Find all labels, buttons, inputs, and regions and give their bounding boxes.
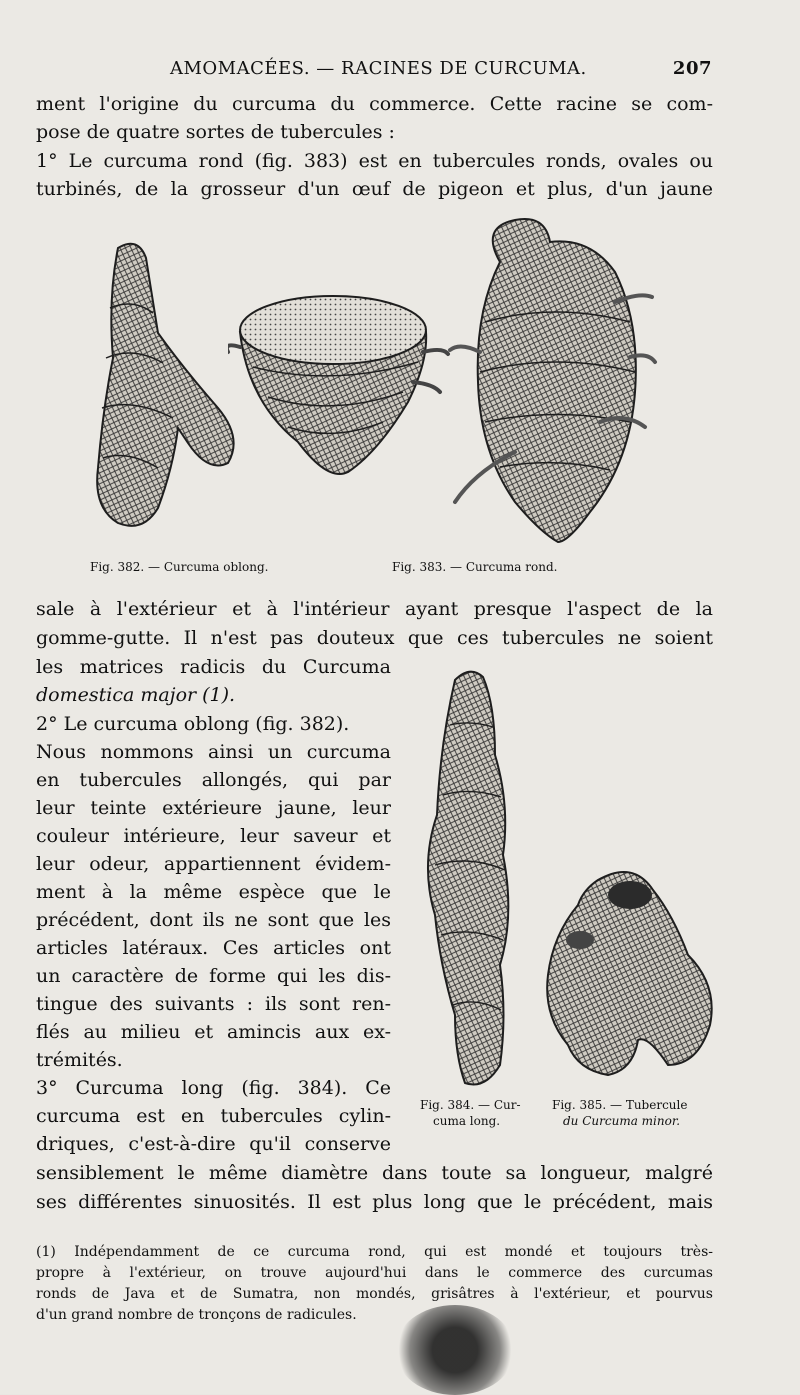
caption-fig-384-line2: cuma long. <box>433 1114 501 1128</box>
caption-fig-385-line2: du Curcuma minor. <box>563 1114 681 1128</box>
footnote-line: propre à l'extérieur, on trouve aujourd'hui dans le commerce des curcumas <box>36 1265 713 1281</box>
figure-383-curcuma-rond-whole <box>440 212 665 552</box>
text-line: couleur intérieure, leur saveur et <box>36 825 391 847</box>
page-number: 207 <box>672 58 712 79</box>
caption-fig-384-line1: Fig. 384. — Cur- <box>420 1098 521 1112</box>
text-line: turbinés, de la grosseur d'un œuf de pigeon et plus, d'un jaune <box>36 178 713 200</box>
figure-383-curcuma-rond-cut <box>228 292 458 487</box>
text-line: sale à l'extérieur et à l'intérieur ayant presque l'aspect de la <box>36 598 713 620</box>
caption-fig-382: Fig. 382. — Curcuma oblong. <box>90 560 269 574</box>
figure-384-curcuma-long <box>415 665 525 1090</box>
text-line: gomme-gutte. Il n'est pas douteux que ces tubercules ne soient <box>36 627 713 649</box>
text-line: curcuma est en tubercules cylin- <box>36 1105 391 1127</box>
figure-385-curcuma-minor <box>538 865 718 1085</box>
caption-fig-383: Fig. 383. — Curcuma rond. <box>392 560 558 574</box>
figure-382-curcuma-oblong <box>88 238 248 533</box>
text-line: 3° Curcuma long (fig. 384). Ce <box>36 1077 391 1099</box>
text-line: ment à la même espèce que le <box>36 881 391 903</box>
footnote-line: ronds de Java et de Sumatra, non mondés, grisâtres à l'extérieur, et pourvus <box>36 1286 713 1302</box>
ink-stain <box>395 1305 515 1395</box>
text-line <box>36 149 713 173</box>
text-line-content: 1° Le curcuma rond (fig. 383) est en tubercules ronds, ovales ou <box>36 150 713 172</box>
text-line: un caractère de forme qui les dis- <box>36 965 391 987</box>
text-line: leur odeur, appartiennent évidem- <box>36 853 391 875</box>
text-line: tingue des suivants : ils sont ren- <box>36 993 391 1015</box>
text-line: trémités. <box>36 1049 123 1071</box>
text-line: sensiblement le même diamètre dans toute sa longueur, malgré <box>36 1162 713 1184</box>
text-line: ment l'origine du curcuma du commerce. Cette racine se com- <box>36 93 713 115</box>
text-line: articles latéraux. Ces articles ont <box>36 937 391 959</box>
footnote-line: (1) Indépendamment de ce curcuma rond, qui est mondé et toujours très- <box>36 1244 713 1260</box>
text-line: les matrices radicis du Curcuma <box>36 656 391 678</box>
text-line: driques, c'est-à-dire qu'il conserve <box>36 1133 391 1155</box>
caption-fig-385-line1: Fig. 385. — Tubercule <box>552 1098 688 1112</box>
text-line: ses différentes sinuosités. Il est plus long que le précédent, mais <box>36 1191 713 1213</box>
text-line: pose de quatre sortes de tubercules : <box>36 121 395 143</box>
text-line: domestica major (1). <box>36 684 236 706</box>
text-line: Nous nommons ainsi un curcuma <box>36 741 391 763</box>
text-line: 2° Le curcuma oblong (fig. 382). <box>36 713 350 735</box>
running-title: AMOMACÉES. — RACINES DE CURCUMA. <box>170 58 587 79</box>
footnote-line: d'un grand nombre de tronçons de radicules. <box>36 1307 357 1323</box>
text-line: précédent, dont ils ne sont que les <box>36 909 391 931</box>
text-line: en tubercules allongés, qui par <box>36 769 391 791</box>
text-line: flés au milieu et amincis aux ex- <box>36 1021 391 1043</box>
text-line: leur teinte extérieure jaune, leur <box>36 797 391 819</box>
